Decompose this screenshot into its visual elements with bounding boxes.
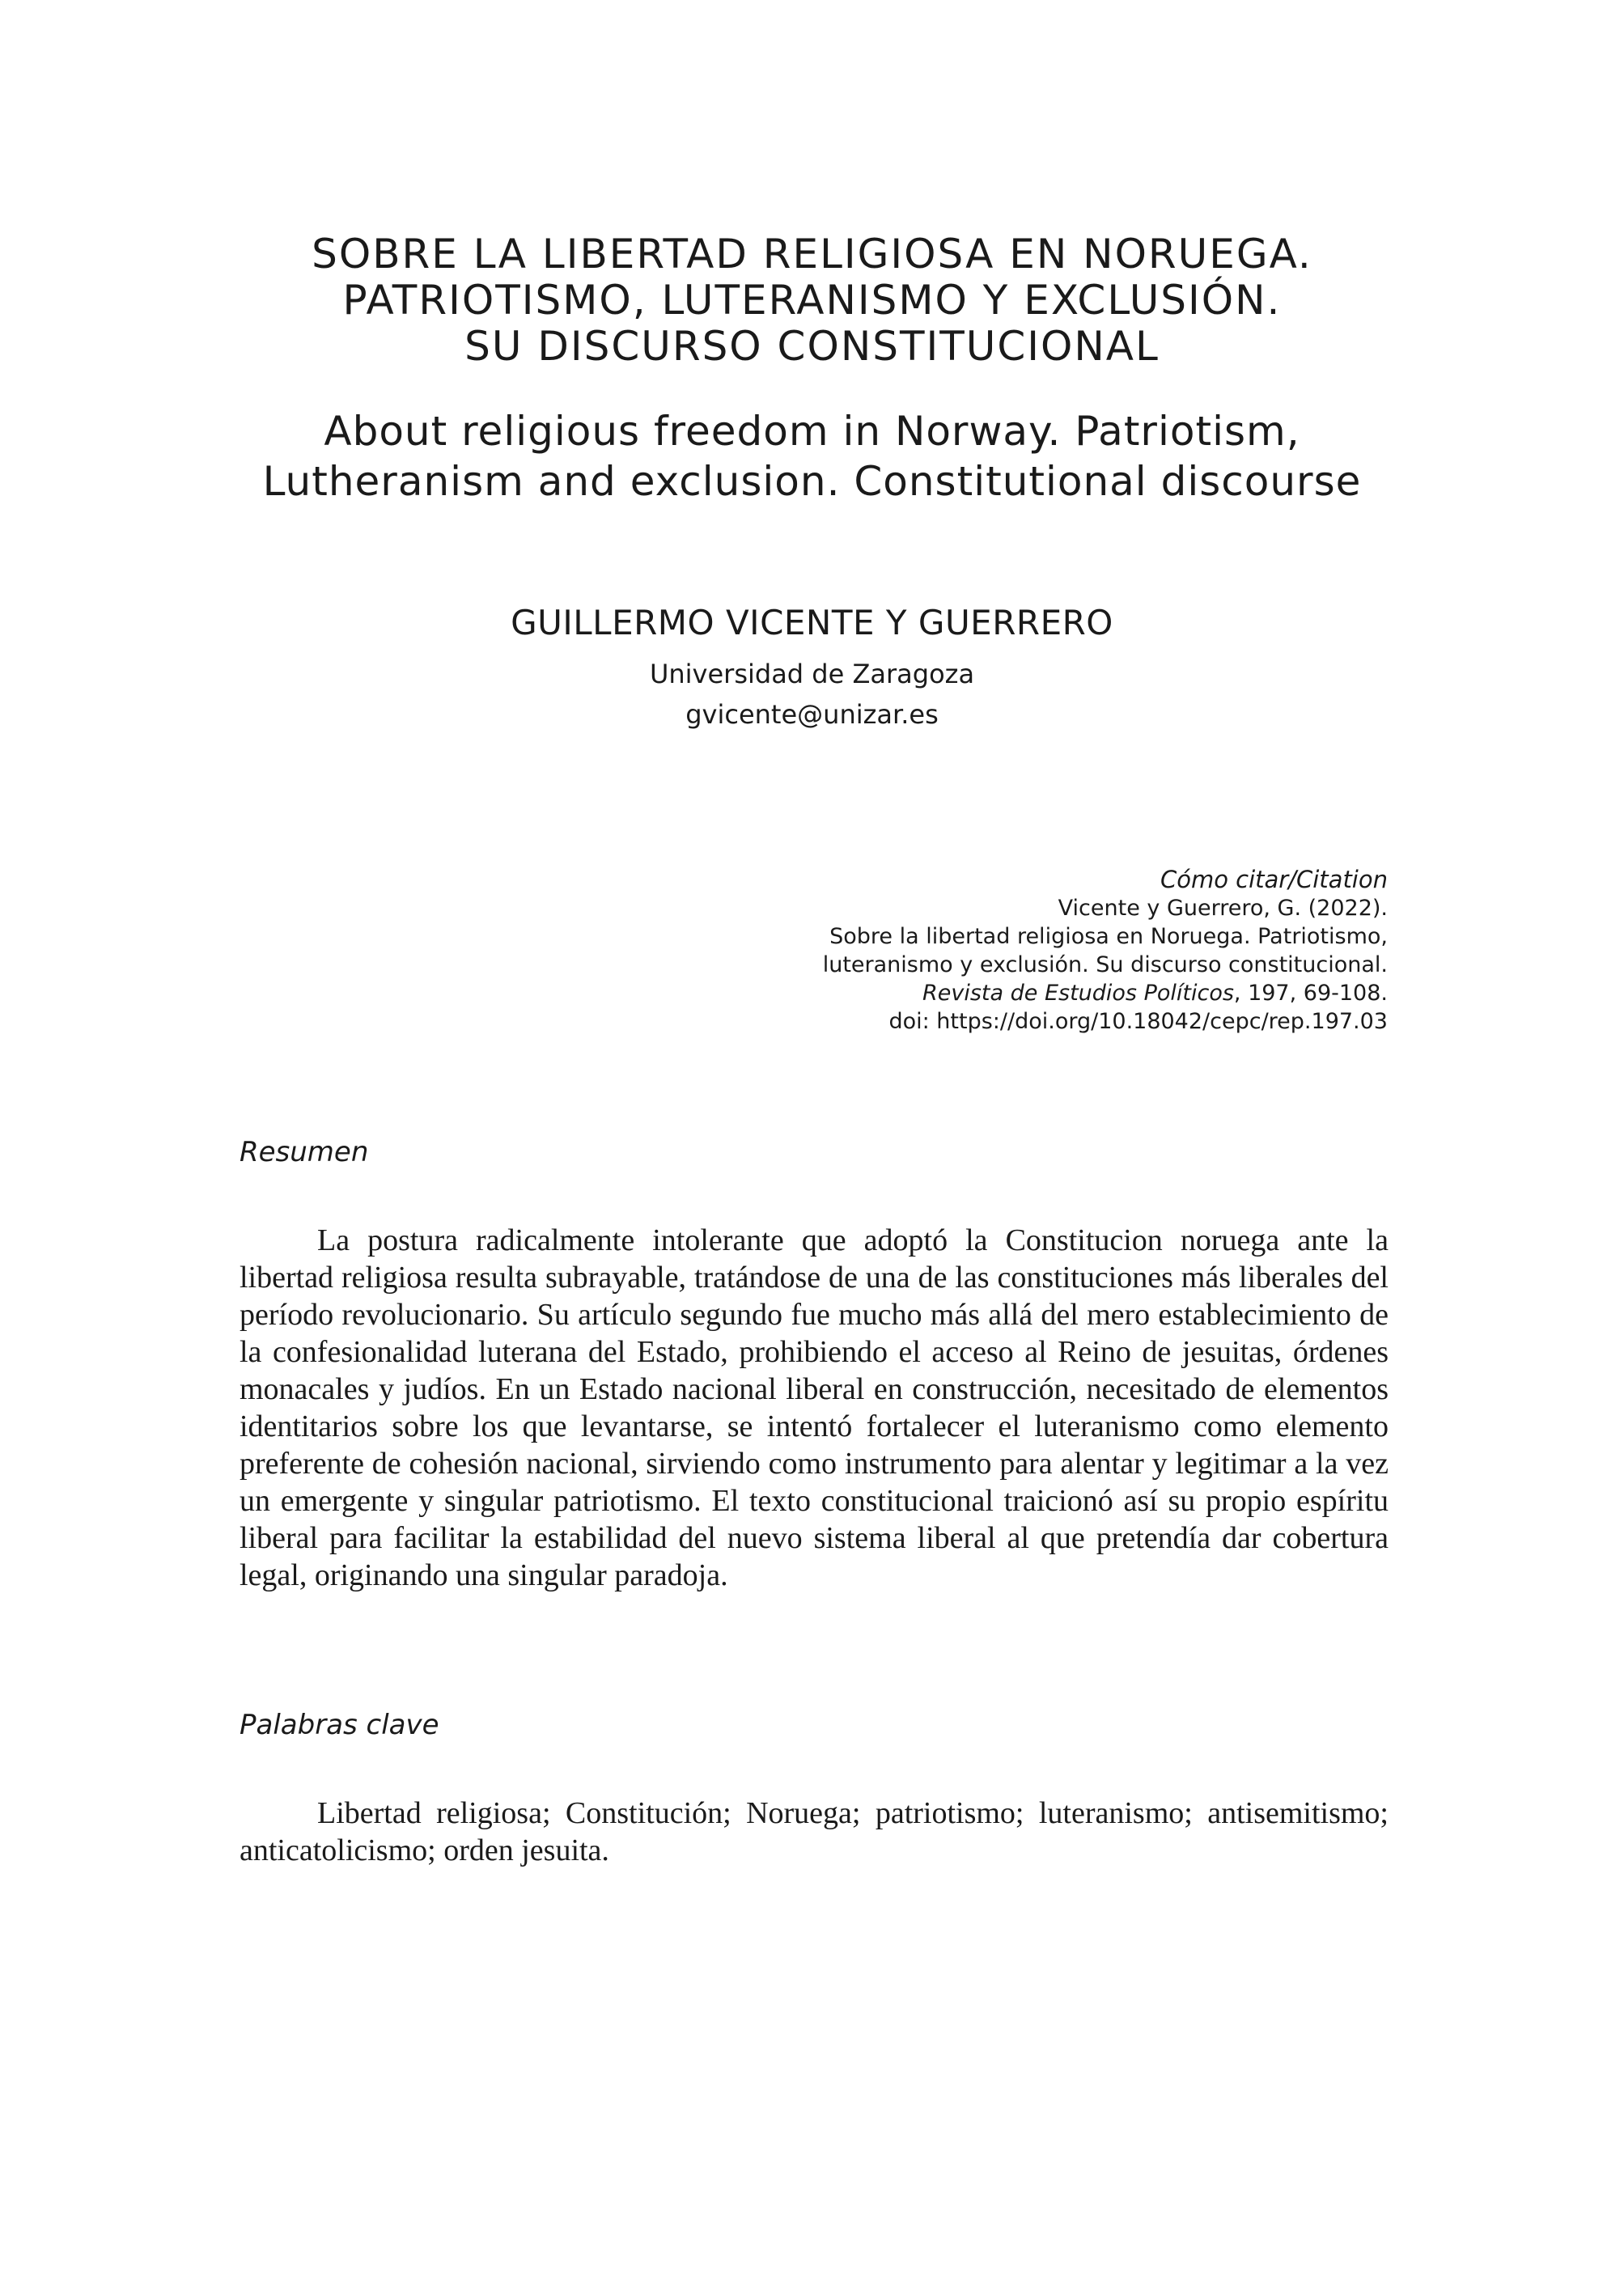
author-affiliation-block <box>0 654 1624 735</box>
citation-line: luteranismo y exclusión. Su discurso constitucional. <box>822 952 1388 977</box>
citation-block <box>659 866 1388 1036</box>
title-english <box>0 406 1624 506</box>
citation-doi[interactable]: doi: https://doi.org/10.18042/cepc/rep.197.03 <box>888 1009 1388 1034</box>
title-spanish <box>0 231 1624 370</box>
resumen-text: La postura radicalmente intolerante que adoptó la Constitucion noruega ante la libertad religiosa resulta subrayable, tratándose de una de las constituciones más liberales del período revolucionario. Su artículo segundo fue mucho más allá del mero establecimiento de la confesionalidad luterana del Estado, prohibiendo el acceso al Reino de jesuitas, órdenes monacales y judíos. En un Estado nacional liberal en construcción, necesitado de elementos identitarios sobre los que levantarse, se intentó fortalecer el luteranismo como elemento preferente de cohesión nacional, sirviendo como instrumento para alentar y legitimar a la vez un emergente y singular patriotismo. El texto constitucional traicionó así su propio espíritu liberal para facilitar la estabilidad del nuevo sistema liberal al que pretendía dar cobertura legal, originando una singular paradoja. <box>240 1223 1389 1592</box>
citation-journal-line <box>659 979 1388 1007</box>
citation-line: Vicente y Guerrero, G. (2022). <box>1058 896 1388 921</box>
author-affiliation: Universidad de Zaragoza <box>649 659 975 689</box>
title-spanish-line: PATRIOTISMO, LUTERANISMO Y EXCLUSIÓN. <box>342 277 1282 324</box>
title-spanish-line: SU DISCURSO CONSTITUCIONAL <box>464 323 1160 370</box>
citation-line: Sobre la libertad religiosa en Noruega. Patriotismo, <box>829 924 1388 949</box>
author-email[interactable]: gvicente@unizar.es <box>685 699 939 730</box>
keywords-label: Palabras clave <box>240 1709 439 1741</box>
author-name: GUILLERMO VICENTE Y GUERRERO <box>511 603 1113 642</box>
title-english-line: Lutheranism and exclusion. Constitutional discourse <box>262 458 1362 505</box>
resumen-label: Resumen <box>240 1136 369 1168</box>
title-spanish-line: SOBRE LA LIBERTAD RELIGIOSA EN NORUEGA. <box>312 231 1312 278</box>
citation-journal: Revista de Estudios Políticos <box>922 981 1234 1006</box>
citation-journal-rest: , 197, 69-108. <box>1233 981 1388 1006</box>
title-english-line: About religious freedom in Norway. Patriotism, <box>324 408 1300 455</box>
keywords-text: Libertad religiosa; Constitución; Noruega; patriotismo; luteranismo; antisemitismo; anticatolicismo; orden jesuita. <box>240 1796 1389 1867</box>
citation-heading: Cómo citar/Citation <box>1160 866 1388 893</box>
